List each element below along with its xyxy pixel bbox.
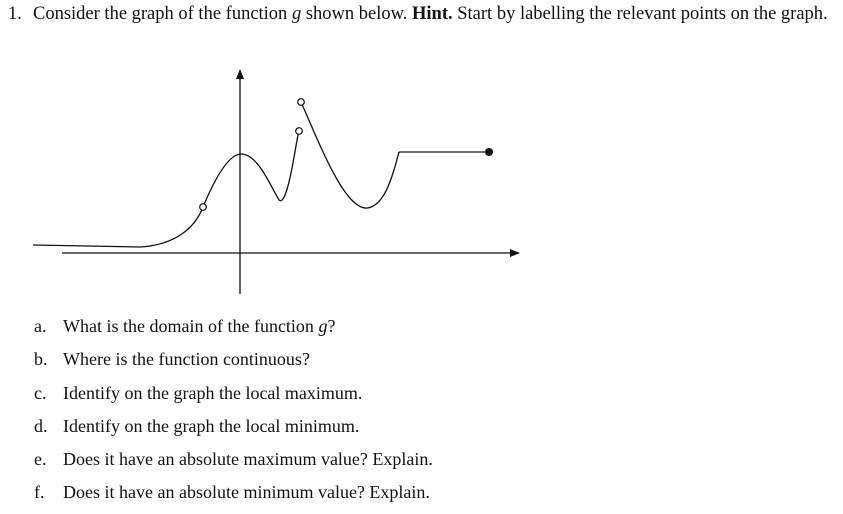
question-label: e. [34, 449, 47, 470]
question-label: d. [34, 415, 48, 436]
question-text: Identify on the graph the local maximum. [63, 382, 363, 403]
curve-valley [301, 102, 399, 208]
problem-number: 1. [8, 4, 22, 24]
closed-endpoint [485, 148, 493, 156]
question-text: Does it have an absolute maximum value? Explain. [63, 449, 433, 470]
question-label: b. [34, 349, 48, 370]
question-text [63, 314, 335, 338]
problem-text-start: Consider the graph of the function [33, 4, 292, 24]
curve-left-tail [33, 207, 203, 247]
question-text: Where is the function continuous? [63, 349, 310, 370]
question-text: Identify on the graph the local minimum. [63, 415, 360, 436]
question-a-text: What is the domain of the function [63, 316, 319, 336]
problem-statement [8, 2, 840, 26]
open-point-lower [296, 128, 303, 135]
function-variable: g [291, 4, 302, 24]
question-a-suffix: ? [327, 316, 336, 336]
curve-first-hump [203, 131, 299, 207]
hint-text: Start by labelling the relevant points on the graph. [452, 4, 828, 24]
question-a-variable: g [318, 316, 328, 336]
question-text: Does it have an absolute minimum value? Explain. [63, 482, 430, 503]
hint-label: Hint. [412, 4, 453, 24]
question-label: c. [34, 382, 47, 403]
problem-text-mid: shown below. [301, 4, 413, 24]
question-label: f. [34, 482, 45, 503]
question-label: a. [34, 316, 47, 336]
open-point-upper [298, 99, 305, 106]
function-graph [0, 60, 843, 300]
problem-text [8, 2, 840, 26]
open-point-left [200, 204, 207, 211]
